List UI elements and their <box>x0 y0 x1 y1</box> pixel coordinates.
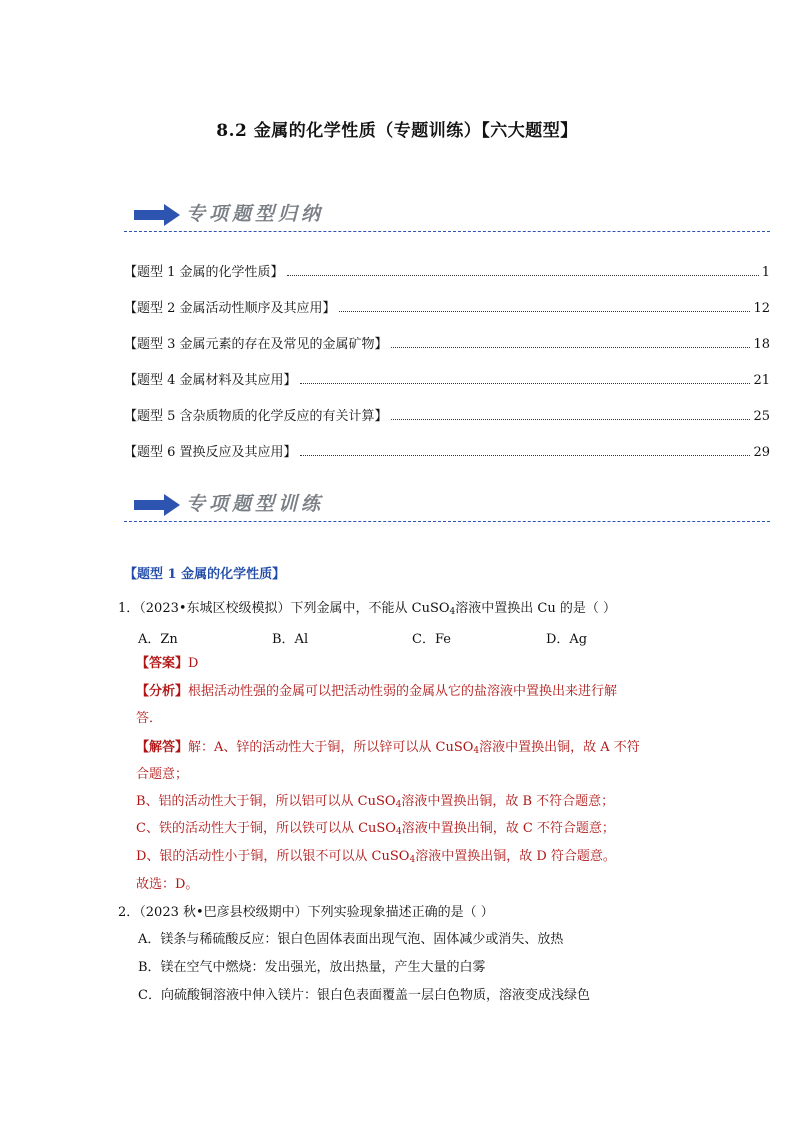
toc-label: 【题型 3 金属元素的存在及常见的金属矿物】 <box>124 337 388 352</box>
toc-label: 【题型 6 置换反应及其应用】 <box>124 445 297 460</box>
toc-leader <box>287 275 759 276</box>
toc-entry[interactable] <box>124 404 770 424</box>
option: B．Al <box>272 632 309 647</box>
answer-value: D <box>188 656 199 671</box>
banner-title: 专项题型训练 <box>186 493 325 515</box>
question-options <box>138 628 678 646</box>
answer-line <box>136 655 696 673</box>
analysis-line: 【分析】根据活动性强的金属可以把活动性弱的金属从它的盐溶液中置换出来进行解 <box>136 684 618 699</box>
toc-page: 18 <box>753 337 770 352</box>
toc-label: 【题型 1 金属的化学性质】 <box>124 265 284 280</box>
toc-page: 29 <box>753 445 770 460</box>
analysis-line: 答． <box>136 711 163 726</box>
toc-label: 【题型 5 含杂质物质的化学反应的有关计算】 <box>124 409 388 424</box>
option: B．镁在空气中燃烧：发出强光，放出热量，产生大量的白雾 <box>138 960 486 975</box>
page-title: 8.2 金属的化学性质（专题训练）【六大题型】 <box>216 121 578 141</box>
section-banner-summary <box>124 196 770 232</box>
toc-label: 【题型 4 金属材料及其应用】 <box>124 373 297 388</box>
question-stem: 1．（2023•东城区校级模拟）下列金属中，不能从 CuSO$_4$溶液中置换出 Cu 的是（ ） <box>118 601 616 617</box>
toc-entry[interactable] <box>124 332 770 352</box>
option: A．镁条与稀硫酸反应：银白色固体表面出现气泡、固体减少或消失、放热 <box>138 932 564 947</box>
choice-line: 故选：D。 <box>136 877 199 892</box>
toc-leader <box>391 419 751 420</box>
option: D．Ag <box>546 632 588 647</box>
option: C．Fe <box>412 632 451 647</box>
toc-label: 【题型 2 金属活动性顺序及其应用】 <box>124 301 336 316</box>
solution-tag: 【解答】 <box>136 740 189 755</box>
toc-page: 21 <box>753 373 770 388</box>
toc-leader <box>300 455 751 456</box>
toc-entry[interactable] <box>124 260 770 280</box>
question-stem: 2．（2023 秋•巴彦县校级期中）下列实验现象描述正确的是（ ） <box>118 905 494 920</box>
toc-entry[interactable] <box>124 368 770 388</box>
answer-tag: 【答案】 <box>136 656 189 671</box>
divider <box>124 521 770 522</box>
arrow-right-icon <box>134 494 180 516</box>
option: C．向硫酸铜溶液中伸入镁片：银白色表面覆盖一层白色物质，溶液变成浅绿色 <box>138 988 590 1003</box>
divider <box>124 231 770 232</box>
solution-line: C、铁的活动性大于铜，所以铁可以从 CuSO$_4$溶液中置换出铜，故 C 不符合题意； <box>136 821 615 837</box>
toc-leader <box>339 311 751 312</box>
solution-line: B、铝的活动性大于铜，所以铝可以从 CuSO$_4$溶液中置换出铜，故 B 不符合题意； <box>136 794 615 810</box>
solution-line: D、银的活动性小于铜，所以银不可以从 CuSO$_4$溶液中置换出铜，故 D 符合题意。 <box>136 849 616 865</box>
toc-page: 1 <box>761 265 770 280</box>
section-banner-training <box>124 486 770 522</box>
arrow-right-icon <box>134 204 180 226</box>
toc-page: 12 <box>753 301 770 316</box>
option: A．Zn <box>138 632 178 647</box>
banner-title: 专项题型归纳 <box>186 203 325 225</box>
toc-entry[interactable] <box>124 440 770 460</box>
toc-entry[interactable] <box>124 296 770 316</box>
section-heading: 【题型 1 金属的化学性质】 <box>124 567 286 582</box>
analysis-tag: 【分析】 <box>136 684 189 699</box>
toc-page: 25 <box>753 409 770 424</box>
solution-line: 【解答】解：A、锌的活动性大于铜，所以锌可以从 CuSO$_4$溶液中置换出铜，故 A 不符 <box>136 740 640 756</box>
solution-line: 合题意； <box>136 767 189 782</box>
toc-leader <box>391 347 751 348</box>
toc-leader <box>300 383 751 384</box>
